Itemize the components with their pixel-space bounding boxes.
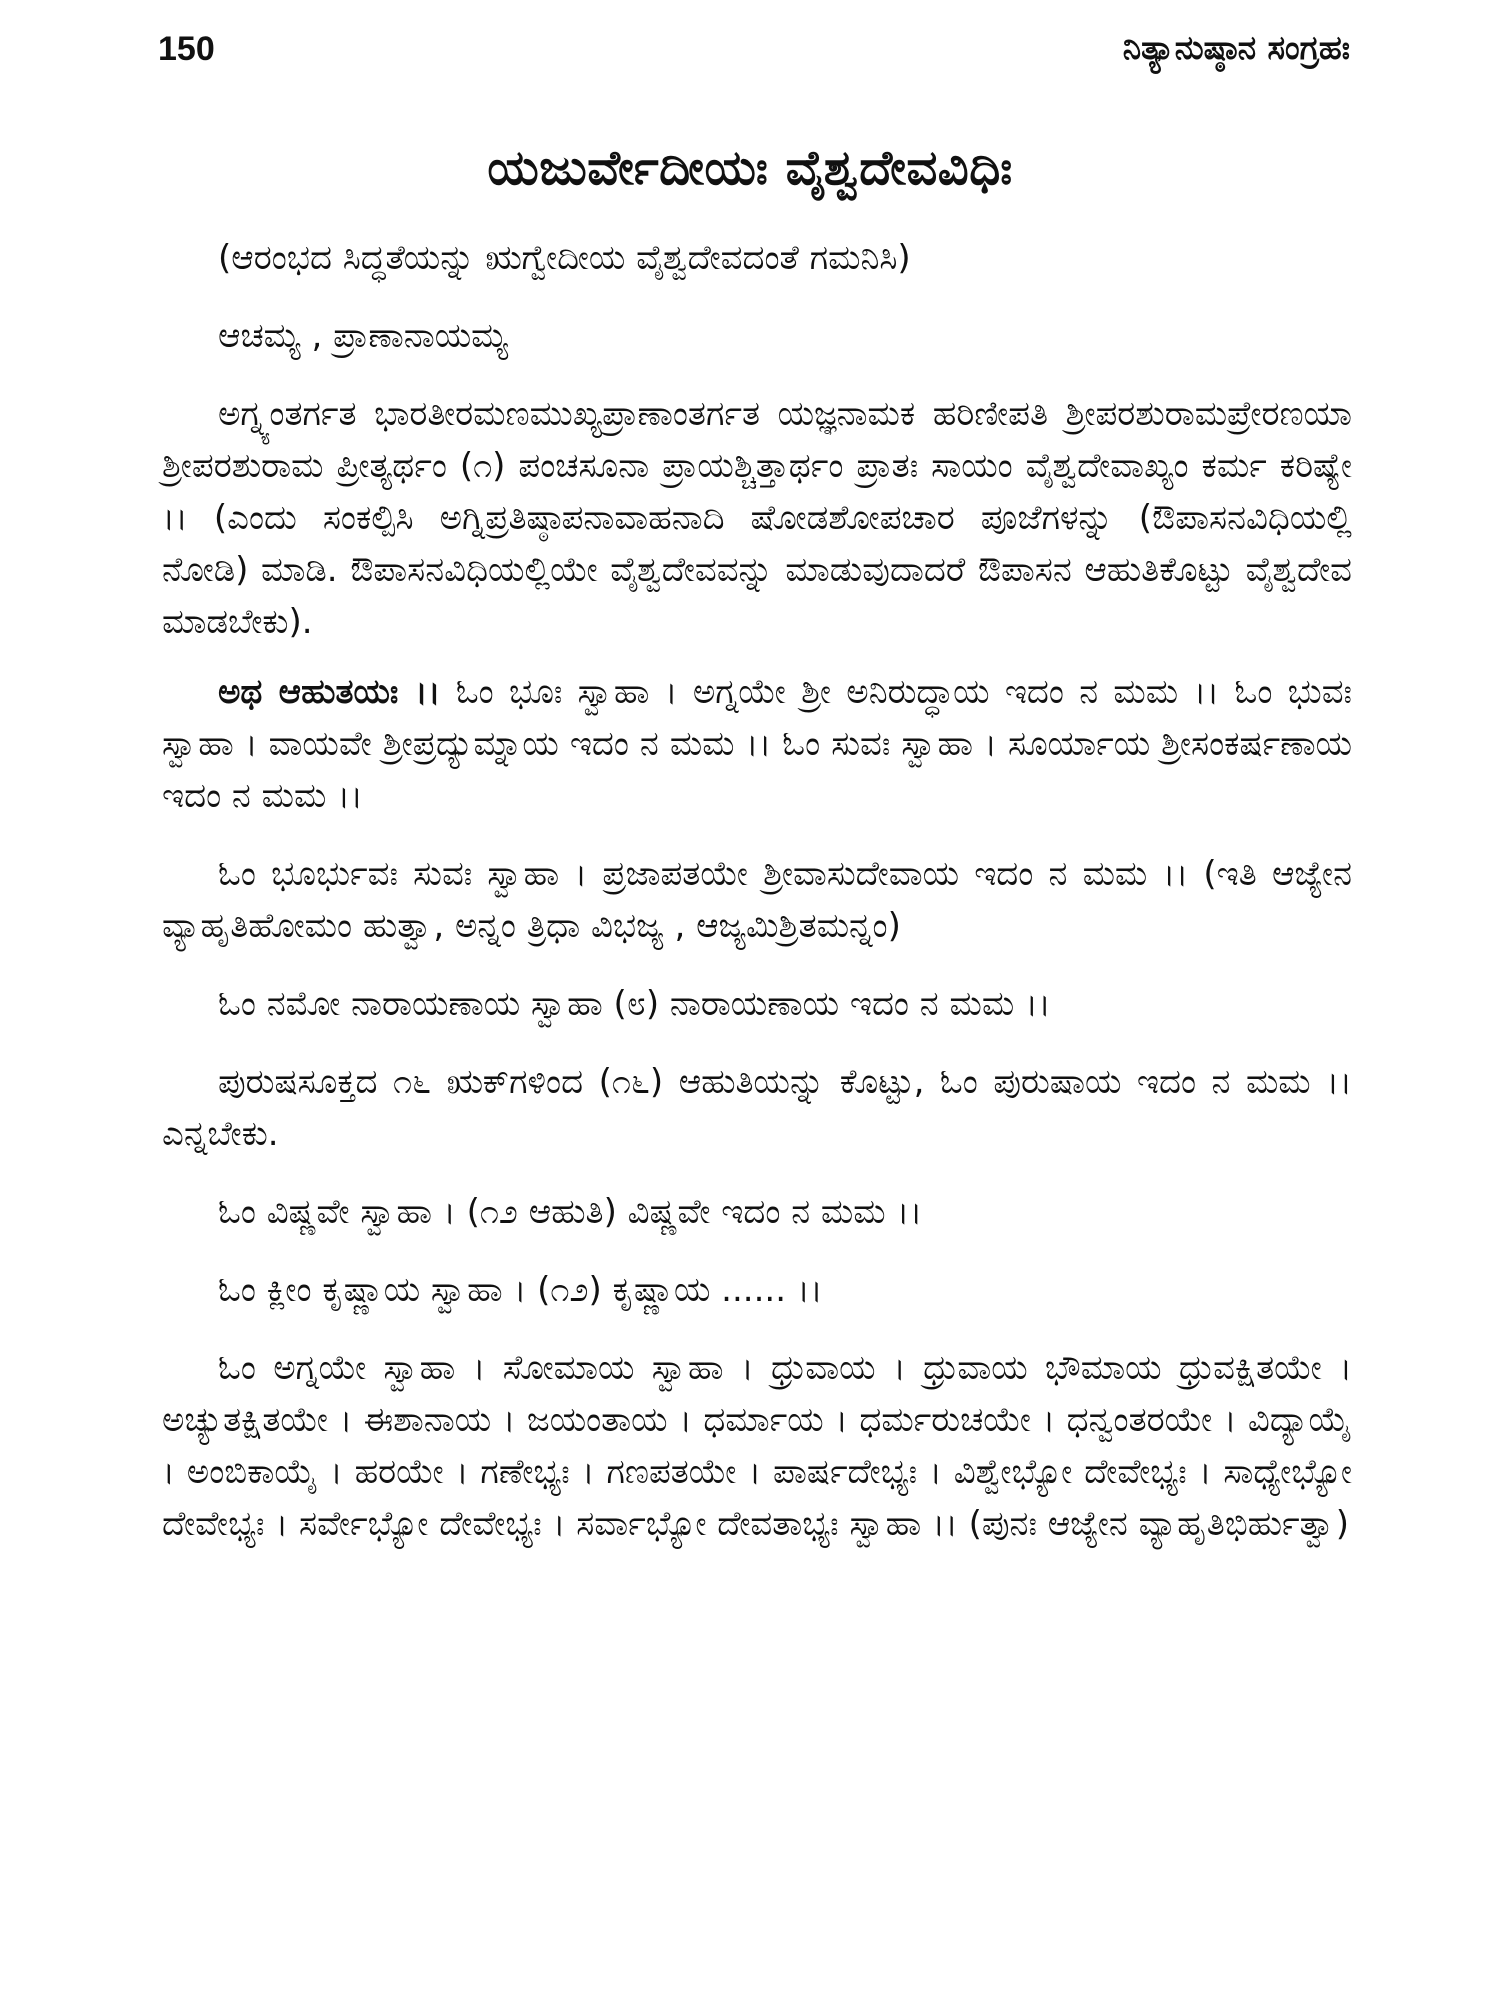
page-header xyxy=(150,26,1350,76)
paragraph-krishna: ಓಂ ಕ್ಲೀಂ ಕೃಷ್ಣಾಯ ಸ್ವಾಹಾ । (೧೨) ಕೃಷ್ಣಾಯ ...... ।। xyxy=(218,1270,823,1310)
paragraph-sankalpa: ಅಗ್ನ್ಯಂತರ್ಗತ ಭಾರತೀರಮಣಮುಖ್ಯಪ್ರಾಣಾಂತರ್ಗತ ಯಜ್ಞನಾಮಕ ಹರಿಣೀಪತಿ ಶ್ರೀಪರಶುರಾಮಪ್ರೇರಣಯಾ ಶ್ರೀಪರಶುರಾಮ ಪ್ರೀತ್ಯರ್ಥಂ (೧) ಪಂಚಸೂನಾ ಪ್ರಾಯಶ್ಚಿತ್ತಾರ್ಥಂ ಪ್ರಾತಃ ಸಾಯಂ ವೈಶ್ವದೇವಾಖ್ಯಂ ಕರ್ಮ ಕರಿಷ್ಯೇ ।। (ಎಂದು ಸಂಕಲ್ಪಿಸಿ ಅಗ್ನಿಪ್ರತಿಷ್ಠಾಪನಾವಾಹನಾದಿ ಷೋಡಶೋಪಚಾರ ಪೂಜೆಗಳನ್ನು (ಔಪಾಸನವಿಧಿಯಲ್ಲಿ ನೋಡಿ) ಮಾಡಿ. ಔಪಾಸನವಿಧಿಯಲ್ಲಿಯೇ ವೈಶ್ವದೇವವನ್ನು ಮಾಡುವುದಾದರೆ ಔಪಾಸನ ಆಹುತಿಕೊಟ್ಟು ವೈಶ್ವದೇವ ಮಾಡಬೇಕು). xyxy=(162,394,1352,642)
paragraph-vyahriti: ಓಂ ಭೂರ್ಭುವಃ ಸುವಃ ಸ್ವಾಹಾ । ಪ್ರಜಾಪತಯೇ ಶ್ರೀವಾಸುದೇವಾಯ ಇದಂ ನ ಮಮ ।। (ಇತಿ ಆಜ್ಯೇನ ವ್ಯಾಹೃತಿಹೋಮಂ ಹುತ್ವಾ, ಅನ್ನಂ ತ್ರಿಧಾ ವಿಭಜ್ಯ , ಆಜ್ಯಮಿಶ್ರಿತಮನ್ನಂ) xyxy=(162,854,1352,946)
ahutayah-text: ಓಂ ಭೂಃ ಸ್ವಾಹಾ । ಅಗ್ನಯೇ ಶ್ರೀ ಅನಿರುದ್ಧಾಯ ಇದಂ ನ ಮಮ ।। ಓಂ ಭುವಃ ಸ್ವಾಹಾ । ವಾಯವೇ ಶ್ರೀಪ್ರದ್ಯುಮ್ನಾಯ ಇದಂ ನ ಮಮ ।। ಓಂ ಸುವಃ ಸ್ವಾಹಾ । ಸೂರ್ಯಾಯ ಶ್ರೀಸಂಕರ್ಷಣಾಯ ಇದಂ ನ ಮಮ ।। xyxy=(162,672,1352,816)
ahutayah-lead: ಅಥ ಆಹುತಯಃ ।। xyxy=(218,672,441,712)
paragraph-purusha-sukta: ಪುರುಷಸೂಕ್ತದ ೧೬ ಋಕ್‌ಗಳಿಂದ (೧೬) ಆಹುತಿಯನ್ನು ಕೊಟ್ಟು, ಓಂ ಪುರುಷಾಯ ಇದಂ ನ ಮಮ ।। ಎನ್ನಬೇಕು. xyxy=(162,1062,1352,1154)
paragraph-achamana: ಆಚಮ್ಯ , ಪ್ರಾಣಾನಾಯಮ್ಯ xyxy=(218,316,509,356)
section-title: ಯಜುರ್ವೇದೀಯಃ ವೈಶ್ವದೇವವಿಧಿಃ xyxy=(487,140,1013,196)
running-title: ನಿತ್ಯಾನುಷ್ಠಾನ ಸಂಗ್ರಹಃ xyxy=(1122,28,1350,67)
paragraph-vishnu: ಓಂ ವಿಷ್ಣವೇ ಸ್ವಾಹಾ । (೧೨ ಆಹುತಿ) ವಿಷ್ಣವೇ ಇದಂ ನ ಮಮ ।। xyxy=(218,1192,923,1232)
page-number: 150 xyxy=(158,30,215,68)
paragraph-intro-note: (ಆರಂಭದ ಸಿದ್ಧತೆಯನ್ನು ಋಗ್ವೇದೀಯ ವೈಶ್ವದೇವದಂತೆ ಗಮನಿಸಿ) xyxy=(218,238,911,278)
paragraph-devata-list: ಓಂ ಅಗ್ನಯೇ ಸ್ವಾಹಾ । ಸೋಮಾಯ ಸ್ವಾಹಾ । ಧ್ರುವಾಯ । ಧ್ರುವಾಯ ಭೌಮಾಯ ಧ್ರುವಕ್ಷಿತಯೇ । ಅಚ್ಯುತಕ್ಷಿತಯೇ । ಈಶಾನಾಯ । ಜಯಂತಾಯ । ಧರ್ಮಾಯ । ಧರ್ಮರುಚಯೇ । ಧನ್ವಂತರಯೇ । ವಿದ್ಯಾಯೈ । ಅಂಬಿಕಾಯೈ । ಹರಯೇ । ಗಣೇಭ್ಯಃ । ಗಣಪತಯೇ । ಪಾರ್ಷದೇಭ್ಯಃ । ವಿಶ್ವೇಭ್ಯೋ ದೇವೇಭ್ಯಃ । ಸಾಧ್ಯೇಭ್ಯೋ ದೇವೇಭ್ಯಃ । ಸರ್ವೇಭ್ಯೋ ದೇವೇಭ್ಯಃ । ಸರ್ವಾಭ್ಯೋ ದೇವತಾಭ್ಯಃ ಸ್ವಾಹಾ ।। (ಪುನಃ ಆಜ್ಯೇನ ವ್ಯಾಹೃತಿಭಿರ್ಹುತ್ವಾ) xyxy=(162,1348,1352,1544)
paragraph-ahutayah xyxy=(162,666,1352,822)
body-text xyxy=(162,232,1352,1576)
paragraph-narayana: ಓಂ ನಮೋ ನಾರಾಯಣಾಯ ಸ್ವಾಹಾ (೮) ನಾರಾಯಣಾಯ ಇದಂ ನ ಮಮ ।। xyxy=(218,984,1051,1024)
